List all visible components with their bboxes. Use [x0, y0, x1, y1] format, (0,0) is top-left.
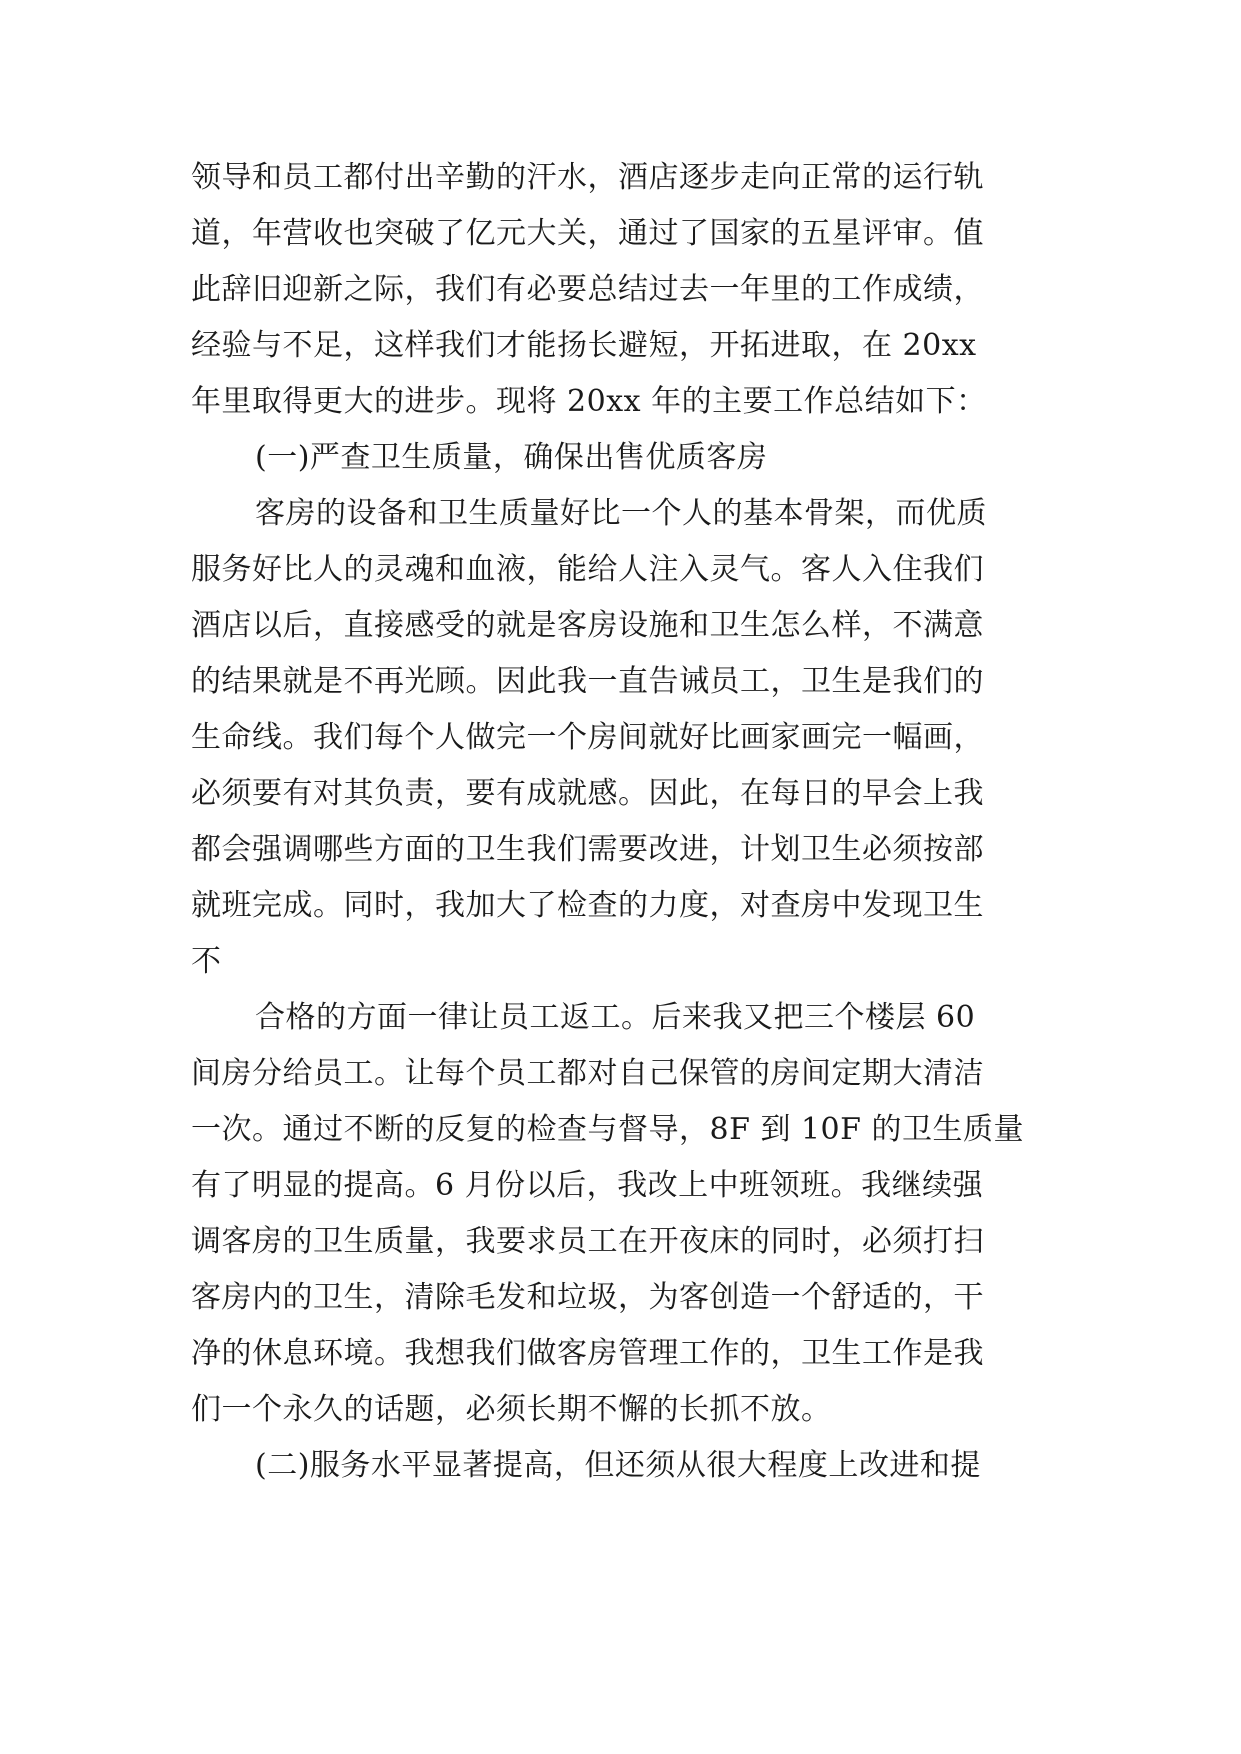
paragraph-line: 有了明显的提高。6 月份以后，我改上中班领班。我继续强: [191, 1168, 984, 1203]
paragraph-line: 的结果就是不再光顾。因此我一直告诫员工，卫生是我们的: [191, 664, 984, 699]
paragraph-line: 就班完成。同时，我加大了检查的力度，对查房中发现卫生: [191, 888, 984, 923]
paragraph-line: 此辞旧迎新之际，我们有必要总结过去一年里的工作成绩，: [191, 272, 984, 307]
paragraph-line: 一次。通过不断的反复的检查与督导，8F 到 10F 的卫生质量: [191, 1112, 1024, 1147]
paragraph-line: 领导和员工都付出辛勤的汗水，酒店逐步走向正常的运行轨: [191, 160, 984, 195]
section-heading-2: (二)服务水平显著提高，但还须从很大程度上改进和提: [255, 1448, 981, 1483]
paragraph-line: 合格的方面一律让员工返工。后来我又把三个楼层 60: [255, 1000, 976, 1035]
section-heading-1: (一)严查卫生质量，确保出售优质客房: [255, 440, 768, 475]
paragraph-line: 都会强调哪些方面的卫生我们需要改进，计划卫生必须按部: [191, 832, 984, 867]
paragraph-line: 年里取得更大的进步。现将 20xx 年的主要工作总结如下：: [191, 384, 987, 419]
paragraph-line: 必须要有对其负责，要有成就感。因此，在每日的早会上我: [191, 776, 984, 811]
paragraph-line: 酒店以后，直接感受的就是客房设施和卫生怎么样，不满意: [191, 608, 984, 643]
document-body: [191, 150, 1051, 1494]
paragraph-line: 客房的设备和卫生质量好比一个人的基本骨架，而优质: [255, 496, 987, 531]
paragraph-line: 服务好比人的灵魂和血液，能给人注入灵气。客人入住我们: [191, 552, 984, 587]
paragraph-line: 们一个永久的话题，必须长期不懈的长抓不放。: [191, 1392, 832, 1427]
paragraph-line: 净的休息环境。我想我们做客房管理工作的，卫生工作是我: [191, 1336, 984, 1371]
paragraph-line: 不: [191, 944, 222, 979]
paragraph-line: 客房内的卫生，清除毛发和垃圾，为客创造一个舒适的，干: [191, 1280, 984, 1315]
paragraph-line: 生命线。我们每个人做完一个房间就好比画家画完一幅画，: [191, 720, 984, 755]
paragraph-line: 间房分给员工。让每个员工都对自己保管的房间定期大清洁: [191, 1056, 984, 1091]
paragraph-line: 经验与不足，这样我们才能扬长避短，开拓进取，在 20xx: [191, 328, 977, 363]
paragraph-line: 调客房的卫生质量，我要求员工在开夜床的同时，必须打扫: [191, 1224, 984, 1259]
paragraph-line: 道，年营收也突破了亿元大关，通过了国家的五星评审。值: [191, 216, 984, 251]
